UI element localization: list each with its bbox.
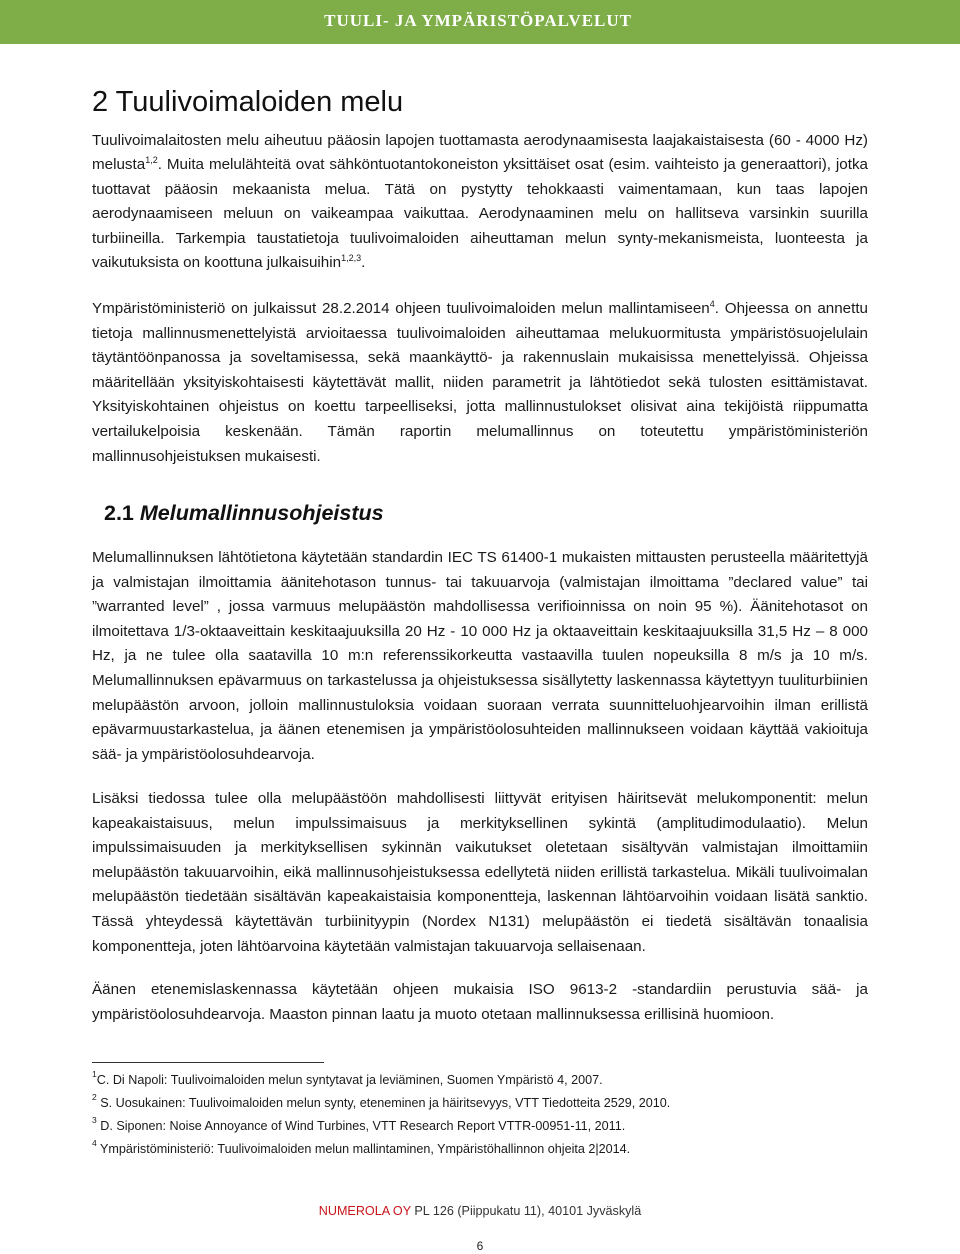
paragraph-3: Melumallinnuksen lähtötietona käytetään standardin IEC TS 61400-1 mukaisten mittausten perusteella määritettyjä ja valmistajan ilmoittamia äänitehotason tunnus- tai takuuarvoja (valmistajan ilmoittama ”declared value” tai ”warranted level” , jossa varmuus melupäästön mahdollisessa verifioinnissa on noin 95 %). Äänitehotasot on ilmoitettava 1/3-oktaaveittain keskitaajuuksilla 20 Hz - 10 000 Hz ja oktaaveittain keskitaajuuksilla 31,5 Hz – 8 000 Hz, ja ne tulee olla saatavilla 10 m:n referenssikorkeutta vastaavilla tuulen nopeuksilla 8 m/s ja 10 m/s. Melumallinnuksen epävarmuus on tarkastelussa ja ohjeistuksessa sisällytetty laskennassa käytettyyn tuuliturbiinien melupäästön arvoon, jolloin mallinnustuloksia voidaan suoraan verrata suunnitteluohjearvoihin ilman erillistä epävarmuustarkastelua, ja äänen etenemisen ja ympäristöolosuhteiden mallinnukseen voidaan käyttää vakioituja sää- ja ympäristöolosuhdearvoja. [92,549,868,763]
footnote-number: 1 [92,1069,97,1079]
paragraph-1-part-c: . [361,254,366,272]
footnote-text: D. Siponen: Noise Annoyance of Wind Turbines, VTT Research Report VTTR-00951-11, 2011. [96,1119,626,1133]
footnote-3 [92,1115,868,1138]
footnote-text: S. Uosukainen: Tuulivoimaloiden melun synty, eteneminen ja häiritsevyys, VTT Tiedotteita 2529, 2010. [96,1096,671,1110]
footnote-ref-4[interactable]: 4 [709,299,715,309]
paragraph-2 [92,297,868,469]
footnote-number: 3 [92,1115,97,1125]
footnote-1 [92,1069,868,1092]
footnote-ref-1-2[interactable]: 1,2 [145,155,158,166]
subsection-title: Melumallinnusohjeistus [139,501,384,525]
header-band [0,0,960,44]
footnote-divider [92,1062,324,1063]
paragraph-1-part-b: . Muita melulähteitä ovat sähköntuotantokoneiston yksittäiset osat (esim. vaihteisto ja generaattori), jotka tuottavat pääosin mekaanista melua. Tätä on pystytty tehokkaasti vaimentamaan, kun taas lapojen aerodynaamiseen meluun on vaikeampaa vaikuttaa. Aerodynaaminen melu on hallitseva varsinkin suurilla turbiineilla. Tarkempia taustatietoja tuulivoimaloiden aiheuttaman melun synty-mekanismeista, luonteesta ja vaikutuksista on koottuna julkaisuihin [92,156,868,272]
footer-address [0,1204,960,1218]
subsection-number: 2.1 [104,501,134,525]
footnote-number: 4 [92,1138,97,1148]
footnote-4 [92,1138,868,1161]
header-title: TUULI- JA YMPÄRISTÖPALVELUT [324,11,632,30]
page-number: 6 [476,1239,484,1253]
subsection-heading [104,501,384,526]
section-heading: 2 Tuulivoimaloiden melu [92,86,404,118]
footnote-text: Ympäristöministeriö: Tuulivoimaloiden melun mallintaminen, Ympäristöhallinnon ohjeita 2|2014. [96,1142,631,1156]
footnotes [92,1069,868,1161]
paragraph-5: Äänen etenemislaskennassa käytetään ohjeen mukaisia ISO 9613-2 -standardiin perustuvia sää- ja ympäristöolosuhdearvoja. Maaston pinnan laatu ja muoto otetaan mallinnuksessa erillisinä huomioon. [92,981,868,1023]
footnote-number: 2 [92,1092,97,1102]
paragraph-1-part-a: Tuulivoimalaitosten melu aiheutuu pääosin lapojen tuottamasta aerodynaamisesta laajakaistaisesta (60 - 4000 Hz) melusta [92,132,868,174]
paragraph-2-part-b: . Ohjeessa on annettu tietoja mallinnusmenettelyistä arvioitaessa tuulivoimaloiden aiheuttamaa melukuormitusta ympäristösuojelulain täytäntöönpanossa ja soveltamisessa, sekä maankäyttö- ja rakennuslain mukaisissa menettelyissä. Ohjeissa määritellään yksityiskohtaisesti käytettävät mallit, niiden parametrit ja lähtötiedot sekä tulosten esittämistavat. Yksityiskohtainen ohjeistus on koettu tarpeelliseksi, jotta mallinnustulokset olisivat aina tekijöistä riippumatta vertailukelpoisia keskenään. Tämän raportin melumallinnus on toteutettu ympäristöministeriön mallinnusohjeistuksen mukaisesti. [92,300,869,465]
footer-company: NUMEROLA OY [318,1204,411,1218]
paragraph-2-part-a: Ympäristöministeriö on julkaissut 28.2.2014 ohjeen tuulivoimaloiden melun mallintamiseen [92,300,710,317]
paragraph-4: Lisäksi tiedossa tulee olla melupäästöön mahdollisesti liittyvät erityisen häiritsevät melukomponentit: melun kapeakaistaisuus, melun impulssimaisuus ja merkityksellinen sykintä (amplitudimodulaatio). Melun impulssimaisuuden ja merkityksellisen sykinnän vaikutukset oletetaan sisältyvän valmistajan ilmoittamiin melupäästön takuuarvoihin, eikä mallinnusohjeistuksessa edellytetä niiden erillistä tarkastelua. Mikäli tuulivoimalan melupäästön tiedetään sisältävän kapeakaistaisia komponentteja, laskennan lähtöarvoihin voidaan lisätä sanktio. Tässä yhteydessä käytettävän turbiinityypin (Nordex N131) melupäästön ei tiedetä sisältävän tonaalisia komponentteja, joten lähtöarvoina käytetään valmistajan takuuarvoja sellaisenaan. [92,790,868,955]
footer-address-text: PL 126 (Piippukatu 11), 40101 Jyväskylä [410,1204,642,1218]
paragraph-1 [92,129,868,275]
footnote-text: C. Di Napoli: Tuulivoimaloiden melun syntytavat ja leviäminen, Suomen Ympäristö 4, 2007. [96,1073,603,1087]
footnote-ref-1-2-3[interactable]: 1,2,3 [341,253,362,264]
footnote-2 [92,1092,868,1115]
